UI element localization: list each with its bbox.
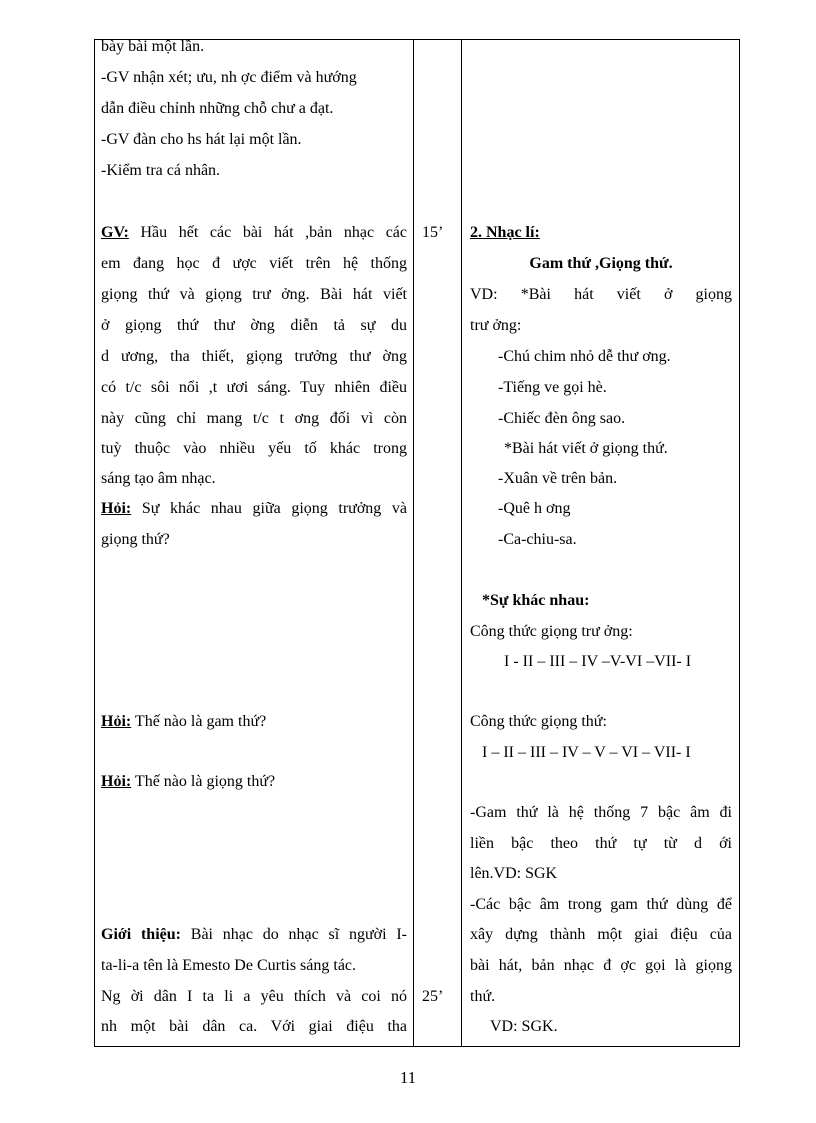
text-line: d ương, tha thiết, giọng trưởng thư ờng: [101, 348, 407, 365]
text-line: ta-li-a tên là Emesto De Curtis sáng tác.: [101, 957, 357, 974]
line-label: Giới thiệu:: [101, 926, 181, 943]
content-line: Công thức giọng trư ởng:: [470, 623, 633, 640]
lesson-table: [94, 39, 740, 1047]
text-line: em đang học đ ược viết trên hệ thống: [101, 255, 407, 272]
content-line: -Gam thứ là hệ thống 7 bậc âm đi: [470, 804, 732, 821]
text-line: có t/c sôi nổi ,t ươi sáng. Tuy nhiên điều: [101, 379, 407, 396]
time-column: [414, 40, 462, 1046]
content-line: -Ca-chiu-sa.: [498, 531, 577, 548]
content-line: liền bậc theo thứ tự từ d ới: [470, 835, 732, 852]
line-text: Thế nào là giọng thứ?: [131, 773, 276, 790]
text-line: ở giọng thứ thư ờng diễn tả sự du: [101, 317, 407, 334]
content-line: Gam thứ ,Giọng thứ.: [529, 255, 673, 272]
text-line: Ng ời dân I ta li a yêu thích và coi nó: [101, 988, 407, 1005]
duration-label: 25’: [422, 988, 444, 1005]
content-line: VD: SGK.: [490, 1018, 558, 1035]
text-line: giọng thứ và giọng trư ởng. Bài hát viết: [101, 286, 407, 303]
content-line: xây dựng thành một giai điệu của: [470, 926, 732, 943]
text-line: tuỳ thuộc vào nhiều yếu tố khác trong: [101, 440, 407, 457]
line-label: Hỏi:: [101, 713, 132, 730]
content-line: -Tiếng ve gọi hè.: [498, 379, 607, 396]
line-text: Sự khác nhau giữa giọng trưởng và: [131, 500, 407, 517]
content-line: bài hát, bản nhạc đ ợc gọi là giọng: [470, 957, 732, 974]
text-line: [101, 499, 407, 519]
text-line: -GV đàn cho hs hát lại một lần.: [101, 131, 302, 148]
content-line: VD: *Bài hát viết ở giọng: [470, 286, 732, 303]
text-line: dẫn điều chỉnh những chỗ chư a đạt.: [101, 100, 334, 117]
content-column: [462, 40, 739, 1046]
text-line: giọng thứ?: [101, 531, 170, 548]
text-line: [101, 712, 407, 732]
content-line: -Chú chim nhỏ dễ thư ơng.: [498, 348, 671, 365]
content-line: -Các bậc âm trong gam thứ dùng để: [470, 896, 732, 913]
content-line: 2. Nhạc lí:: [470, 224, 540, 241]
content-line: -Quê h ơng: [498, 500, 571, 517]
content-line: -Chiếc đèn ông sao.: [498, 410, 626, 427]
content-line: *Bài hát viết ở giọng thứ.: [504, 440, 668, 457]
text-line: -Kiểm tra cá nhân.: [101, 162, 221, 179]
content-line: *Sự khác nhau:: [482, 592, 590, 609]
content-line: I - II – III – IV –V-VI –VII- I: [504, 653, 692, 670]
text-line: [101, 772, 407, 792]
content-line: trư ởng:: [470, 317, 522, 334]
line-label: Hỏi:: [101, 500, 132, 517]
line-text: Thế nào là gam thứ?: [131, 713, 267, 730]
teacher-activity-column: [95, 40, 414, 1046]
line-text: Hầu hết các bài hát ,bản nhạc các: [128, 224, 407, 241]
content-line: lên.VD: SGK: [470, 865, 558, 882]
text-line: [101, 223, 407, 243]
line-label: GV:: [101, 224, 129, 241]
content-line: thứ.: [470, 988, 496, 1005]
content-line: Công thức giọng thứ:: [470, 713, 607, 730]
text-line: sáng tạo âm nhạc.: [101, 470, 216, 487]
content-line: I – II – III – IV – V – VI – VII- I: [482, 744, 691, 761]
text-line: -GV nhận xét; ưu, nh ợc điểm và hướng: [101, 69, 357, 86]
text-line: nh một bài dân ca. Với giai điệu tha: [101, 1018, 407, 1035]
text-line: này cũng chỉ mang t/c t ơng đối vì còn: [101, 410, 407, 427]
line-label: Hỏi:: [101, 773, 132, 790]
text-line: [101, 925, 407, 945]
content-line: -Xuân về trên bản.: [498, 470, 618, 487]
duration-label: 15’: [422, 224, 444, 241]
text-line: bày bài một lần.: [101, 38, 205, 55]
page-number: 11: [399, 1068, 417, 1087]
line-text: Bài nhạc do nhạc sĩ người I-: [180, 926, 407, 943]
